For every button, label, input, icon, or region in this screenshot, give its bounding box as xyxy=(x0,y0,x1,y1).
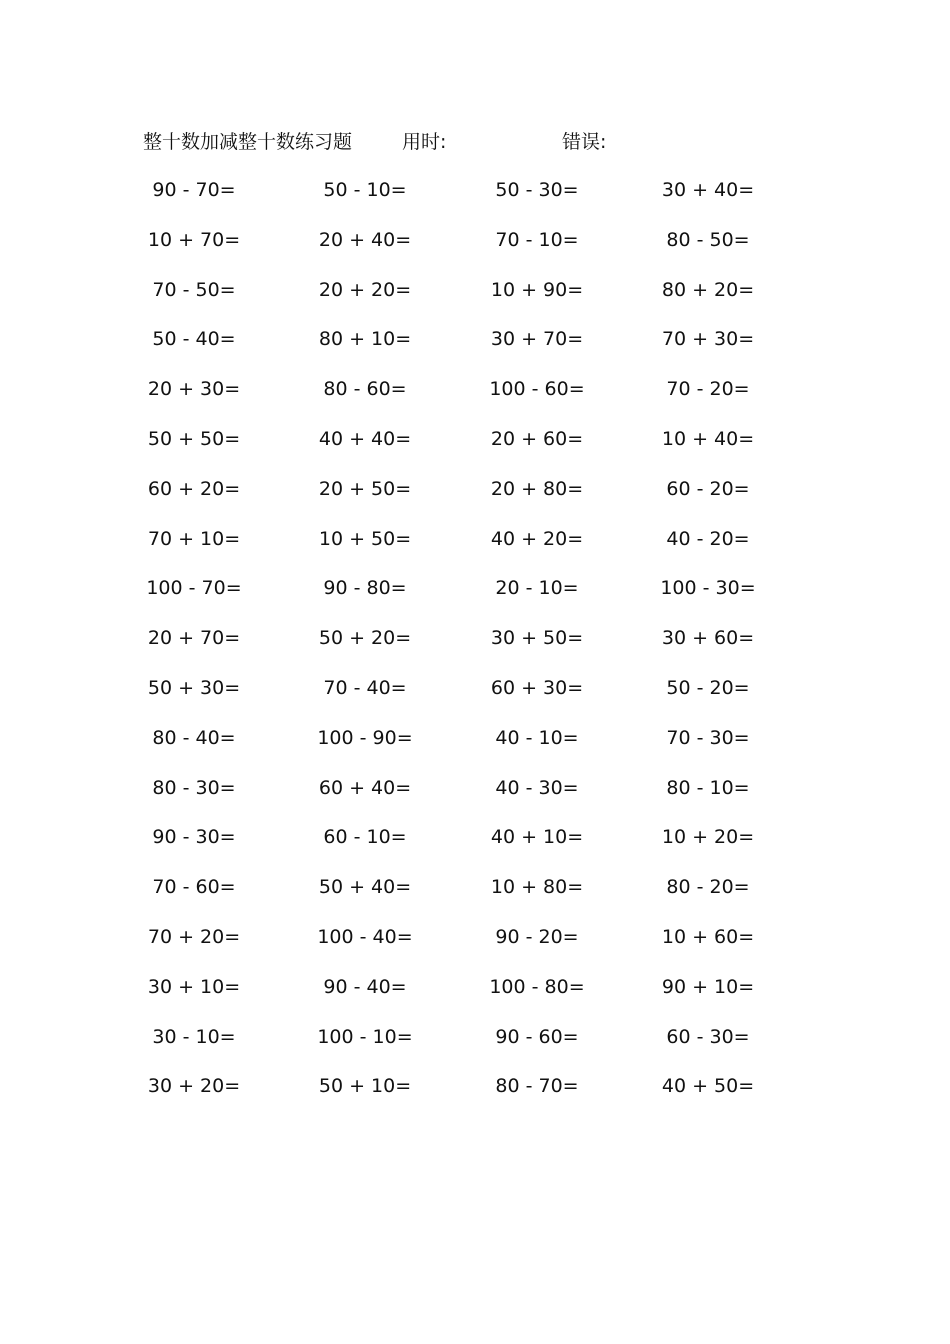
math-problem: 60 + 20= xyxy=(147,477,241,500)
math-problem: 40 - 10= xyxy=(495,726,579,749)
math-problem: 80 - 60= xyxy=(323,378,407,401)
worksheet-title: 整十数加减整十数练习题 xyxy=(143,131,353,153)
math-problem: 40 + 20= xyxy=(490,527,584,550)
math-problem: 70 - 40= xyxy=(323,676,407,699)
math-problem: 70 - 30= xyxy=(666,726,750,749)
problem-row xyxy=(0,1022,950,1072)
math-problem: 30 + 70= xyxy=(490,328,584,351)
problem-row xyxy=(0,374,950,424)
math-problem: 90 - 80= xyxy=(323,577,407,600)
math-problem: 70 - 20= xyxy=(666,378,750,401)
math-problem: 40 - 20= xyxy=(666,527,750,550)
problem-row xyxy=(0,972,950,1022)
math-problem: 90 - 60= xyxy=(495,1025,579,1048)
math-problem: 60 + 40= xyxy=(318,776,412,799)
math-problem: 80 - 20= xyxy=(666,876,750,899)
math-problem: 10 + 80= xyxy=(490,876,584,899)
problem-row xyxy=(0,424,950,474)
math-problem: 50 - 10= xyxy=(323,179,407,201)
problem-grid xyxy=(0,175,950,1121)
problem-row xyxy=(0,324,950,374)
math-problem: 50 + 30= xyxy=(147,676,241,699)
math-problem: 100 - 90= xyxy=(317,726,413,749)
problem-row xyxy=(0,723,950,773)
math-problem: 50 - 30= xyxy=(495,179,579,201)
problem-row xyxy=(0,623,950,673)
problem-row xyxy=(0,922,950,972)
math-problem: 80 + 10= xyxy=(318,328,412,351)
problem-row xyxy=(0,822,950,872)
math-problem: 80 + 20= xyxy=(661,278,755,301)
math-problem: 70 - 50= xyxy=(152,278,236,301)
math-problem: 50 + 50= xyxy=(147,427,241,450)
math-problem: 90 + 10= xyxy=(661,975,755,998)
math-problem: 90 - 40= xyxy=(323,975,407,998)
math-problem: 80 - 10= xyxy=(666,776,750,799)
math-problem: 90 - 70= xyxy=(152,179,236,201)
math-problem: 20 + 60= xyxy=(490,427,584,450)
problem-row xyxy=(0,872,950,922)
math-problem: 60 - 30= xyxy=(666,1025,750,1048)
problem-row xyxy=(0,673,950,723)
problem-row xyxy=(0,573,950,623)
math-problem: 20 + 80= xyxy=(490,477,584,500)
math-problem: 10 + 60= xyxy=(661,925,755,948)
math-problem: 10 + 90= xyxy=(490,278,584,301)
math-problem: 20 + 70= xyxy=(147,627,241,650)
math-problem: 20 + 50= xyxy=(318,477,412,500)
math-problem: 40 + 40= xyxy=(318,427,412,450)
math-problem: 50 - 40= xyxy=(152,328,236,351)
problem-row xyxy=(0,225,950,275)
math-problem: 50 + 20= xyxy=(318,627,412,650)
math-problem: 80 - 70= xyxy=(495,1075,579,1098)
math-problem: 40 - 30= xyxy=(495,776,579,799)
math-problem: 30 + 60= xyxy=(661,627,755,650)
problem-row xyxy=(0,175,950,225)
math-problem: 60 + 30= xyxy=(490,676,584,699)
error-count-label: 错误: xyxy=(562,131,607,153)
math-problem: 10 + 20= xyxy=(661,826,755,849)
math-problem: 30 - 10= xyxy=(152,1025,236,1048)
math-problem: 30 + 10= xyxy=(147,975,241,998)
math-problem: 10 + 40= xyxy=(661,427,755,450)
math-problem: 100 - 70= xyxy=(146,577,242,600)
math-problem: 50 - 20= xyxy=(666,676,750,699)
math-problem: 70 - 10= xyxy=(495,228,579,251)
math-problem: 100 - 80= xyxy=(489,975,585,998)
math-problem: 90 - 30= xyxy=(152,826,236,849)
math-problem: 60 - 10= xyxy=(323,826,407,849)
math-problem: 100 - 40= xyxy=(317,925,413,948)
math-problem: 70 + 10= xyxy=(147,527,241,550)
problem-row xyxy=(0,773,950,823)
math-problem: 40 + 10= xyxy=(490,826,584,849)
math-problem: 30 + 40= xyxy=(661,179,755,201)
problem-row xyxy=(0,1071,950,1121)
math-problem: 30 + 50= xyxy=(490,627,584,650)
math-problem: 10 + 70= xyxy=(147,228,241,251)
math-problem: 100 - 60= xyxy=(489,378,585,401)
math-problem: 80 - 50= xyxy=(666,228,750,251)
problem-row xyxy=(0,524,950,574)
problem-row xyxy=(0,474,950,524)
math-problem: 20 + 30= xyxy=(147,378,241,401)
math-problem: 90 - 20= xyxy=(495,925,579,948)
math-problem: 50 + 10= xyxy=(318,1075,412,1098)
math-problem: 70 + 20= xyxy=(147,925,241,948)
math-problem: 20 + 40= xyxy=(318,228,412,251)
time-used-label: 用时: xyxy=(402,131,447,153)
math-problem: 50 + 40= xyxy=(318,876,412,899)
math-problem: 100 - 10= xyxy=(317,1025,413,1048)
math-problem: 40 + 50= xyxy=(661,1075,755,1098)
math-problem: 80 - 30= xyxy=(152,776,236,799)
math-problem: 60 - 20= xyxy=(666,477,750,500)
math-problem: 30 + 20= xyxy=(147,1075,241,1098)
math-problem: 10 + 50= xyxy=(318,527,412,550)
math-problem: 70 - 60= xyxy=(152,876,236,899)
math-problem: 20 - 10= xyxy=(495,577,579,600)
worksheet-header xyxy=(0,127,950,157)
math-problem: 70 + 30= xyxy=(661,328,755,351)
math-problem: 100 - 30= xyxy=(660,577,756,600)
problem-row xyxy=(0,275,950,325)
math-problem: 80 - 40= xyxy=(152,726,236,749)
math-problem: 20 + 20= xyxy=(318,278,412,301)
